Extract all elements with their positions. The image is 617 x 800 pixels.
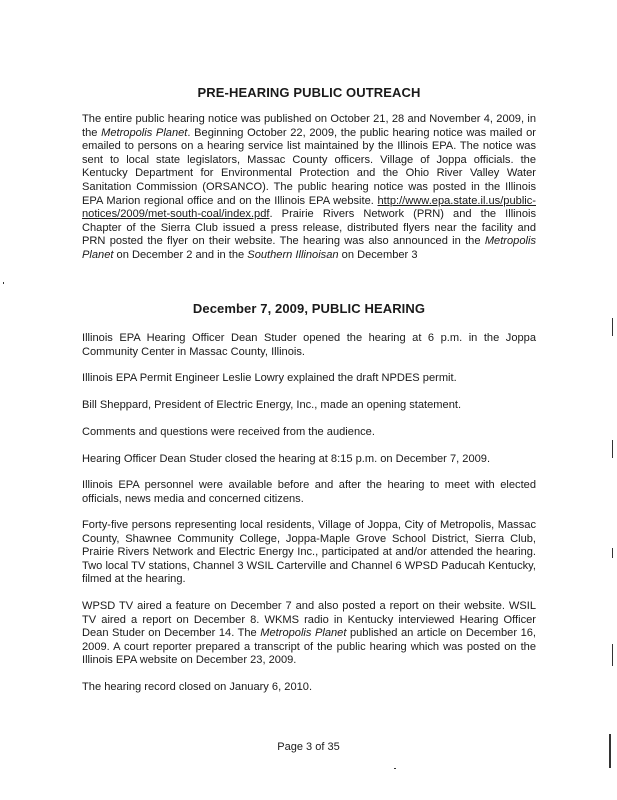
hearing-paragraph-9: The hearing record closed on January 6, 2010. [82, 681, 313, 693]
page-number: Page 3 of 35 [277, 741, 340, 753]
section-heading-hearing: December 7, 2009, PUBLIC HEARING [192, 301, 426, 316]
scan-mark [612, 440, 613, 458]
publication-name: Southern Illinoisan [247, 248, 339, 261]
hearing-paragraph-3: Bill Sheppard, President of Electric Energy, Inc., made an opening statement. [82, 399, 462, 411]
scan-mark [3, 282, 4, 284]
scan-mark [612, 644, 613, 666]
text-run: . Beginning October 22, 2009, the public hearing notice was mailed or emailed to persons on a hearing service list maintained by the Illinois EPA. The notice was sent to local state legislators, Massac County officers. Village of Joppa officials. the Kentucky Department for Environmental Protection and the Ohio River Valley Water Sanitation Commission (ORSANCO). The public hearing notice was posted in the Illinois EPA Marion regional office and on the Illinois EPA website. [82, 126, 536, 207]
text-run: published an article on December 16, 2009. A court reporter prepared a transcript of the public hearing which was posted on the Illinois EPA website on December 23, 2009. [82, 627, 536, 667]
text-run: WPSD TV aired a feature on December 7 and also posted a report on their website. WSIL TV aired a report on December 8. WKMS radio in Kentucky interviewed Hearing Officer Dean Studer on December 14. The [82, 600, 536, 640]
publication-name: Metropolis Planet [101, 126, 188, 139]
hearing-paragraph-7: Forty-five persons representing local residents, Village of Joppa, City of Metropolis, Massac County, Shawnee Community College, Joppa-Maple Grove School District, Sierra Club, Prairie Rivers Network and Electric Energy Inc., participated at and/or attended the hearing. Two local TV stations, Channel 3 WSIL Carterville and Channel 6 WPSD Paducah Kentucky, filmed at the hearing. [82, 519, 536, 586]
scan-mark [612, 318, 613, 336]
hearing-paragraph-8 [82, 600, 536, 668]
text-run: on December 3 [338, 248, 418, 261]
text-run: on December 2 and in the [113, 248, 248, 261]
hearing-paragraph-2: Illinois EPA Permit Engineer Leslie Lowry explained the draft NPDES permit. [82, 372, 457, 384]
hearing-paragraph-4: Comments and questions were received from the audience. [82, 426, 375, 438]
scan-mark [612, 548, 613, 558]
publication-name: Metropolis Planet [82, 235, 536, 261]
hearing-paragraph-6: Illinois EPA personnel were available before and after the hearing to meet with elected officials, news media and concerned citizens. [82, 479, 536, 505]
hearing-paragraph-5: Hearing Officer Dean Studer closed the hearing at 8:15 p.m. on December 7, 2009. [82, 453, 491, 465]
public-notice-link[interactable]: http://www.epa.state.il.us/public-notices/2009/met-south-coal/index.pdf [82, 194, 536, 221]
section-heading-outreach: PRE-HEARING PUBLIC OUTREACH [197, 85, 421, 100]
outreach-paragraph [82, 113, 536, 263]
publication-name: Metropolis Planet [260, 627, 347, 640]
text-run: . Prairie Rivers Network (PRN) and the Illinois Chapter of the Sierra Club issued a press release, distributed flyers near the facility and PRN posted the flyer on their website. The hearing was also announced in the [82, 208, 536, 248]
text-run: The entire public hearing notice was published on October 21, 28 and November 4, 2009, in the [82, 113, 536, 139]
scan-mark [394, 768, 396, 769]
scan-mark [609, 734, 611, 768]
hearing-paragraph-1: Illinois EPA Hearing Officer Dean Studer opened the hearing at 6 p.m. in the Joppa Community Center in Massac County, Illinois. [82, 332, 536, 358]
